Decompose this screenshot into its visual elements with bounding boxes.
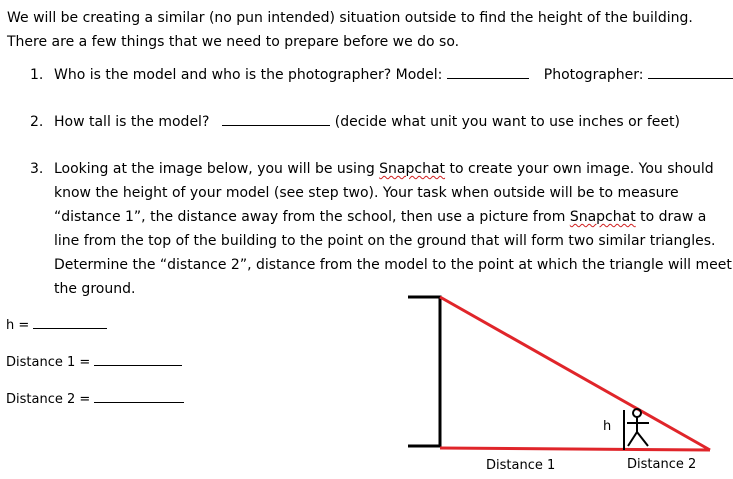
intro-paragraph: We will be creating a similar (no pun intended) situation outside to find the height of the building. There are a few things that we need to prepare before we do so. — [7, 10, 693, 50]
question-3-text: Looking at the image below, you will be using Snapchat to create your own image. You should know the height of your model (see step two). Your task when outside will be to measure “distance 1”, the distance away from the school, then use a picture from Snapchat to draw a line from the top of the building to the point on the ground that will form two similar triangles. Determine the “distance 2”, distance from the model to the point at which the triangle will meet the ground. — [54, 161, 732, 297]
question-1-number: 1. — [30, 67, 44, 83]
diagram-h-label: h — [603, 419, 612, 434]
ground-line — [440, 448, 710, 450]
question-3-number: 3. — [30, 161, 44, 177]
distance1-field-label: Distance 1 = — [6, 355, 91, 370]
question-2-suffix: (decide what unit you want to use inches or feet) — [334, 114, 680, 130]
diagram-distance1-label: Distance 1 — [486, 458, 556, 473]
question-2-number: 2. — [30, 114, 44, 130]
distance2-field-label: Distance 2 = — [6, 392, 91, 407]
building-shape — [408, 297, 440, 446]
snapchat-word: Snapchat — [569, 209, 636, 225]
hypotenuse-line — [440, 297, 710, 450]
question-1-text: Who is the model and who is the photographer? Model: — [54, 67, 447, 83]
photographer-label: Photographer: — [543, 67, 648, 83]
h-field-label: h = — [6, 318, 30, 333]
diagram-distance2-label: Distance 2 — [627, 457, 697, 472]
question-2-text: How tall is the model? — [54, 114, 214, 130]
snapchat-word: Snapchat — [379, 161, 446, 177]
